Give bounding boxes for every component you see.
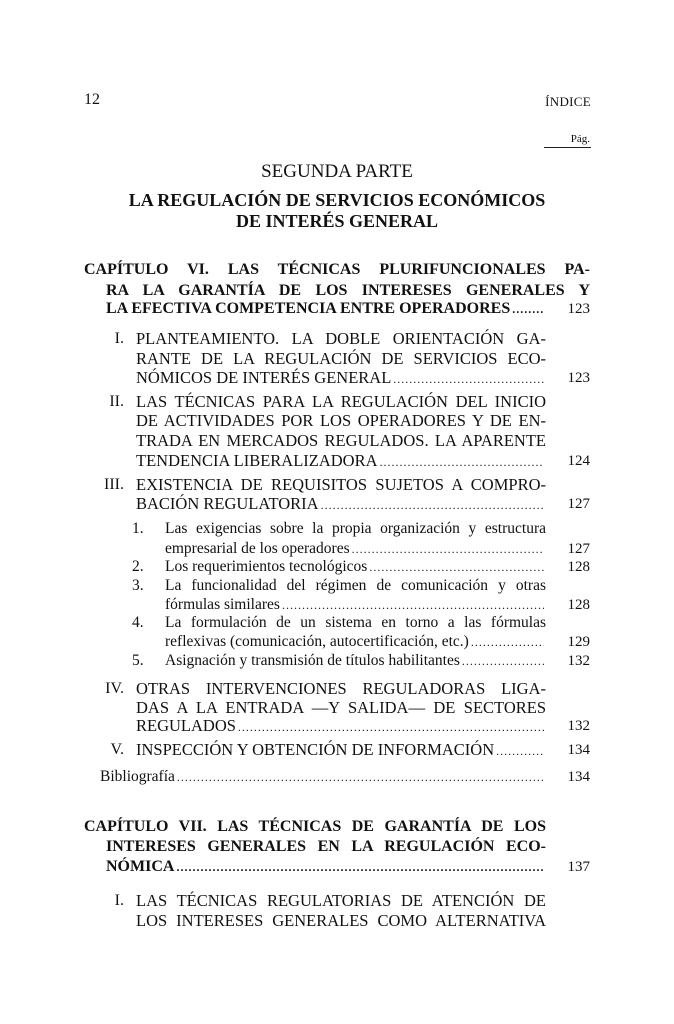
dot-leader [393,368,544,390]
dot-leader [380,451,544,473]
section-number: V. [110,741,124,758]
bibliography-leader [100,766,546,788]
chapter-7-title-line: NÓMICA [106,858,175,875]
section-number: II. [109,393,124,410]
subsection-page: 128 [567,559,590,575]
section-title-line: LAS TÉCNICAS REGULATORIAS DE ATENCIÓN DE [136,891,546,910]
part-subtitle-line: LA REGULACIÓN DE SERVICIOS ECONÓMICOS [128,190,546,210]
subsection-title-line: Las exigencias sobre la propia organización y estructura [165,520,546,537]
subsection-number: 1. [132,520,144,537]
subsection-title-line: empresarial de los operadores [165,540,350,557]
subsection-number: 5. [132,652,144,669]
section-title-line: EXISTENCIA DE REQUISITOS SUJETOS A COMPRO- [136,475,546,494]
page-column-rule [544,147,591,148]
section-title-line: PLANTEAMIENTO. LA DOBLE ORIENTACIÓN GA- [136,329,546,348]
chapter-6-title-line: RA LA GARANTÍA DE LOS INTERESES GENERALES Y [106,282,590,299]
subsection-number: 3. [132,577,144,594]
section-title-line: LOS INTERESES GENERALES COMO ALTERNATIVA [136,911,546,930]
part-title: SEGUNDA PARTE [261,161,413,182]
chapter-6-title-line: CAPÍTULO VI. LAS TÉCNICAS PLURIFUNCIONALES PA- [84,261,590,278]
subsection-page: 128 [567,597,590,613]
section-title-line: BACIÓN REGULATORIA [136,494,319,513]
section-number: IV. [105,680,124,697]
section-title-leader [136,739,546,761]
chapter-6-title-line: LA EFECTIVA COMPETENCIA ENTRE OPERADORES [106,300,511,317]
subsection-number: 4. [132,614,144,631]
subsection-page: 132 [567,653,590,669]
section-title-line: DAS A LA ENTRADA —Y SALIDA— DE SECTORES [136,698,546,717]
section-title-line: NÓMICOS DE INTERÉS GENERAL [136,368,392,387]
dot-leader [462,650,544,672]
chapter-7-page: 137 [567,859,590,875]
dot-leader [321,494,544,516]
section-page: 127 [567,496,590,512]
dot-leader [496,740,544,762]
chapter-7-title-leader [106,856,546,878]
section-page: 123 [567,370,590,386]
dot-leader [177,766,544,788]
section-title-line: OTRAS INTERVENCIONES REGULADORAS LIGA- [136,679,546,698]
chapter-6-page: 123 [567,301,590,317]
bibliography-page: 134 [567,769,590,785]
bibliography-label: Bibliografía [100,768,175,785]
page-number: 12 [84,91,100,108]
running-head: ÍNDICE [545,94,591,109]
subsection-title-line: Asignación y transmisión de títulos habilitantes [165,652,460,669]
section-title-line: LAS TÉCNICAS PARA LA REGULACIÓN DEL INICIO [136,392,546,411]
part-subtitle-line: DE INTERÉS GENERAL [235,211,439,231]
section-number: I. [114,330,124,347]
subsection-title-line: Los requerimientos tecnológicos [165,558,368,575]
section-title-leader [136,715,546,737]
subsection-page: 129 [567,634,590,650]
subsection-title-line: La funcionalidad del régimen de comunicación y otras [165,577,546,594]
section-title-leader [136,493,546,515]
dot-leader [238,716,544,738]
subsection-title-line: reflexivas (comunicación, autocertificación, etc.) [165,633,469,650]
subsection-title-line: fórmulas similares [165,596,280,613]
section-number: III. [104,476,124,493]
section-page: 134 [567,742,590,758]
section-number: I. [114,892,124,909]
subsection-title-line: La formulación de un sistema en torno a las fórmulas [165,614,546,631]
section-title-line: TENDENCIA LIBERALIZADORA [136,451,378,470]
section-title-line: TRADA EN MERCADOS REGULADOS. LA APARENTE [136,431,546,450]
section-page: 124 [567,453,590,469]
subsection-title-leader [165,650,546,672]
section-title-line: RANTE DE LA REGULACIÓN DE SERVICIOS ECO- [136,349,546,368]
chapter-6-title-leader [106,298,546,320]
part-subtitle [84,190,590,232]
section-title-leader [136,450,546,472]
section-title-leader [136,367,546,389]
section-page: 132 [567,718,590,734]
chapter-7-title-line: INTERESES GENERALES EN LA REGULACIÓN ECO- [106,838,546,855]
dot-leader [512,298,544,320]
section-title-line: DE ACTIVIDADES POR LOS OPERADORES Y DE EN- [136,411,546,430]
subsection-number: 2. [132,558,144,575]
chapter-7-title-line: CAPÍTULO VII. LAS TÉCNICAS DE GARANTÍA DE LOS [84,818,546,835]
section-title-line: INSPECCIÓN Y OBTENCIÓN DE INFORMACIÓN [136,740,495,759]
page-column-label: Pág. [570,133,590,145]
section-title-line: REGULADOS [136,716,236,735]
subsection-page: 127 [567,541,590,557]
dot-leader [176,856,544,878]
